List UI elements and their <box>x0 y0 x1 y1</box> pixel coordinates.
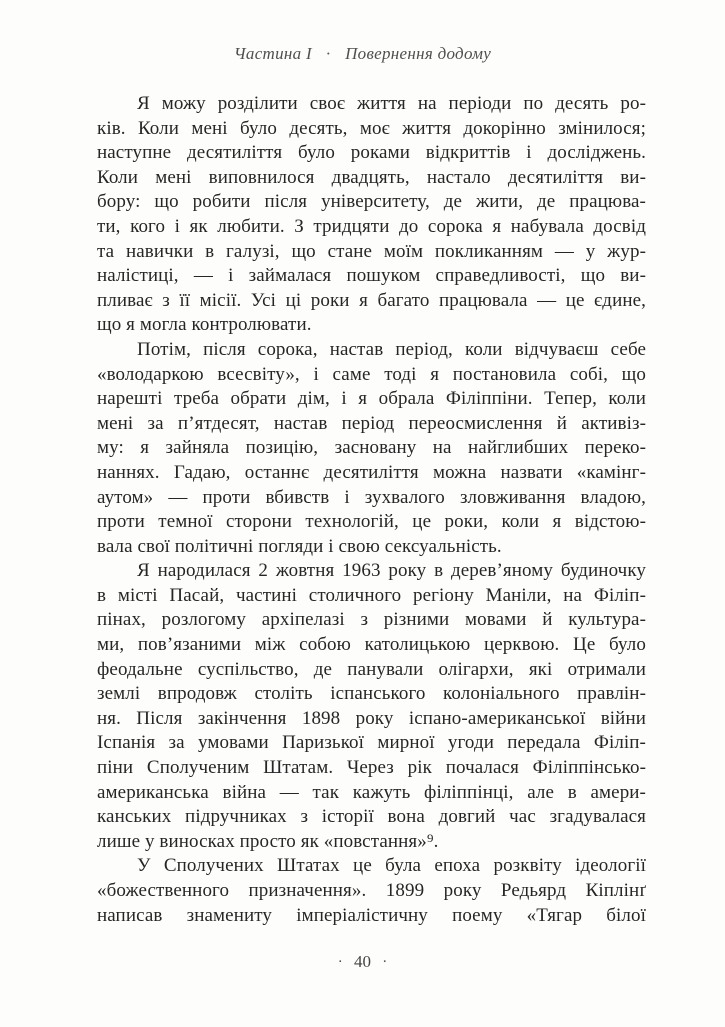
text-line: ми, пов’язаними між собою католицькою церквою. Це було <box>97 634 646 656</box>
text-line: Я народилася 2 жовтня 1963 року в дерев’яному будиночку <box>137 560 646 582</box>
text-line: та навички в галузі, що стане моїм покликанням — у жур- <box>97 240 646 262</box>
paragraph <box>97 338 646 559</box>
text-line: канських підручниках з історії вона довгий час згадувалася <box>97 806 646 828</box>
paragraph <box>97 559 646 854</box>
page-footer <box>0 952 725 972</box>
text-line: проти темної сторони технологій, це роки, коли я відстою- <box>97 511 646 533</box>
text-line: ків. Коли мені було десять, моє життя докорінно змінилося; <box>97 117 646 139</box>
text-line: У Сполучених Штатах це була епоха розквіту ідеології <box>137 855 646 877</box>
text-line: написав знамениту імперіалістичну поему «Тягар білої <box>97 904 646 926</box>
text-line: ти, кого і як любити. З тридцяти до сорока я набувала досвід <box>97 215 646 237</box>
paragraph <box>97 92 646 338</box>
text-line: феодальне суспільство, де панували олігархи, які отримали <box>97 658 646 680</box>
text-line: му: я зайняла позицію, засновану на найглибших переко- <box>97 437 646 459</box>
page-body <box>97 92 646 928</box>
text-line: Коли мені виповнилося двадцять, настало десятиліття ви- <box>97 166 646 188</box>
text-line: що я могла контролювати. <box>97 314 312 336</box>
running-header <box>0 44 725 64</box>
text-line: наннях. Гадаю, останнє десятиліття можна назвати «камінг- <box>97 461 646 483</box>
page-number: 40 <box>354 952 371 971</box>
text-line: «божественного призначення». 1899 року Редьярд Кіплінґ <box>97 880 646 901</box>
text-line: «володаркою всесвіту», і саме тоді я постановила собі, що <box>97 363 646 385</box>
text-line: Я можу розділити своє життя на періоди по десять ро- <box>137 93 646 114</box>
text-line: налістиці, — і займалася пошуком справедливості, що ви- <box>97 265 646 287</box>
header-separator-dot: · <box>325 44 332 63</box>
text-line: ня. Після закінчення 1898 року іспано-американської війни <box>97 707 646 729</box>
text-line: аутом» — проти вбивств і зухвалого зловживання владою, <box>97 486 646 508</box>
chapter-title: Повернення додому <box>345 44 492 63</box>
footer-dot-left: · <box>337 954 343 970</box>
text-line: американська війна — так кажуть філіппінці, але в амери- <box>97 781 646 803</box>
text-line: землі впродовж століть іспанського колоніального правлін- <box>97 683 646 705</box>
text-line: в місті Пасай, частині столичного регіону Маніли, на Філіп- <box>97 584 646 606</box>
text-line: мені за п’ятдесят, настав період переосмислення й активіз- <box>97 412 646 434</box>
text-line: вала свої політичні погляди і свою сексуальність. <box>97 535 502 557</box>
paragraph <box>97 854 646 928</box>
text-line: бору: що робити після університету, де жити, де працюва- <box>97 191 646 213</box>
text-line: пливає з її місії. Усі ці роки я багато працювала — це єдине, <box>97 289 646 311</box>
footer-dot-right: · <box>382 954 388 970</box>
text-line: пінах, розлогому архіпелазі з різними мовами й культура- <box>97 609 646 631</box>
text-line: Потім, після сорока, настав період, коли відчуваєш себе <box>137 338 646 360</box>
part-label: Частина I <box>233 44 312 63</box>
text-line: піни Сполученим Штатам. Через рік почалася Філіппінсько- <box>97 757 646 779</box>
text-line: Іспанія за умовами Паризької мирної угоди передала Філіп- <box>97 732 646 754</box>
text-line: нарешті треба обрати дім, і я обрала Філіппіни. Тепер, коли <box>97 388 646 410</box>
text-line: лише у виносках просто як «повстання»⁹. <box>97 830 439 852</box>
text-line: наступне десятиліття було роками відкриттів і досліджень. <box>97 142 646 164</box>
